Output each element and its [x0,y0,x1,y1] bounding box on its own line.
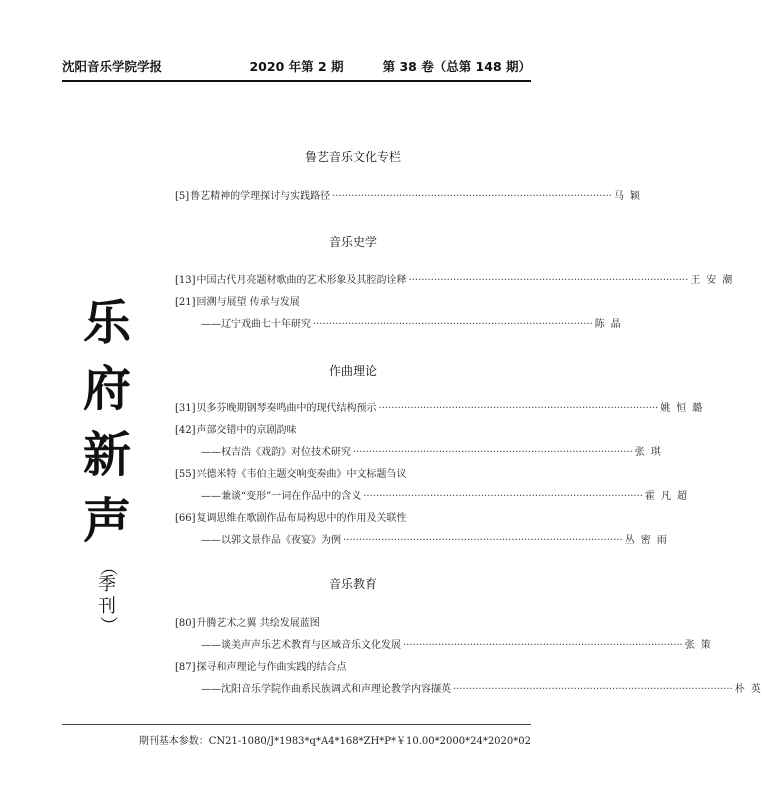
entry-page: [5] [175,191,190,202]
issue-label: 2020 年第 2 期 [249,59,344,74]
toc-entry[interactable] [175,274,739,288]
quarterly-char: 刊 [98,596,116,617]
entry-subtitle: ——以郭文景作品《夜宴》为例 [201,535,341,546]
entry-page: [31] [175,403,196,414]
toc-entry[interactable] [175,617,531,631]
entry-title: 兴德米特《韦伯主题交响变奏曲》中文标题刍议 [196,469,407,480]
entry-page: [87] [175,662,196,673]
title-char: 府 [82,361,131,417]
paren-close: ） [97,616,118,634]
entry-author: 张策 [684,640,717,651]
entry-subtitle: ——兼谈“变形”一词在作品中的含义 [201,491,362,502]
entry-author: 王安潮 [690,275,739,286]
entry-page: [55] [175,469,196,480]
entry-author: 陈晶 [594,319,627,330]
quarterly-label [98,560,116,632]
running-header [62,54,531,76]
footer-rule [62,724,531,725]
entry-author: 丛密雨 [624,535,673,546]
entry-subtitle: ——权吉浩《戏韵》对位技术研究 [201,447,351,458]
leader-dots: ························································································ [403,640,683,651]
entry-page: [13] [175,275,196,286]
entry-title: 贝多芬晚期钢琴奏鸣曲中的现代结构预示 [196,403,377,414]
toc-subentry[interactable] [201,490,693,504]
volume-label: 第 38 卷（总第 148 期） [382,59,531,74]
title-char: 新 [82,427,131,483]
entry-title: 声部交错中的京剧韵味 [196,425,297,436]
vertical-title [72,290,142,632]
section-title: 音乐史学 [328,235,377,249]
section-title: 鲁艺音乐文化专栏 [304,150,401,164]
entry-page: [42] [175,425,196,436]
entry-author: 姚恒璐 [660,403,709,414]
toc-entry[interactable] [175,512,531,526]
toc-subentry[interactable] [201,318,627,332]
leader-dots: ························································································ [378,403,659,414]
leader-dots: ························································································ [353,447,633,458]
entry-title: 中国古代月亮题材歌曲的艺术形象及其腔韵诠释 [196,275,407,286]
toc-subentry[interactable] [201,683,767,697]
toc-entry[interactable] [175,190,646,204]
entry-subtitle: ——沈阳音乐学院作曲系民族调式和声理论教学内容撷英 [201,684,451,695]
leader-dots: ························································································ [343,535,623,546]
toc-subentry[interactable] [201,639,717,653]
title-char: 声 [82,493,131,549]
entry-author: 马颖 [613,191,646,202]
header-rule [62,80,531,82]
section-title: 音乐教育 [328,577,377,591]
toc-entry[interactable] [175,296,531,310]
entry-title: 探寻和声理论与作曲实践的结合点 [196,662,347,673]
entry-author: 朴英 [734,684,767,695]
leader-dots: ························································································ [408,275,689,286]
toc-entry[interactable] [175,661,531,675]
toc-subentry[interactable] [201,534,673,548]
entry-page: [66] [175,513,196,524]
entry-page: [21] [175,297,196,308]
journal-parameters: 期刊基本参数：CN21-1080/J*1983*q*A4*168*ZH*P*￥10.00*2000*24*2020*02 [138,736,531,747]
quarterly-char: 季 [98,574,116,595]
toc-entry[interactable] [175,468,531,482]
paren-open: （ [97,558,118,576]
section-title: 作曲理论 [328,364,377,378]
title-char: 乐 [82,295,131,351]
leader-dots: ························································································ [313,319,593,330]
entry-title: 回溯与展望 传承与发展 [196,297,300,308]
leader-dots: ························································································ [363,491,643,502]
entry-title: 复调思维在歌剧作品布局构思中的作用及关联性 [196,513,407,524]
leader-dots: ························································································ [453,684,733,695]
entry-author: 霍凡超 [644,491,693,502]
leader-dots: ························································································ [332,191,612,202]
entry-subtitle: ——辽宁戏曲七十年研究 [201,319,311,330]
journal-name: 沈阳音乐学院学报 [62,59,163,74]
entry-title: 升腾艺术之翼 共绘发展蓝图 [196,618,320,629]
entry-page: [80] [175,618,196,629]
toc-entry[interactable] [175,402,709,416]
toc-entry[interactable] [175,424,531,438]
entry-subtitle: ——谈美声声乐艺术教育与区域音乐文化发展 [201,640,401,651]
toc-subentry[interactable] [201,446,667,460]
entry-author: 张琪 [634,447,667,458]
entry-title: 鲁艺精神的学理探讨与实践路径 [190,191,331,202]
